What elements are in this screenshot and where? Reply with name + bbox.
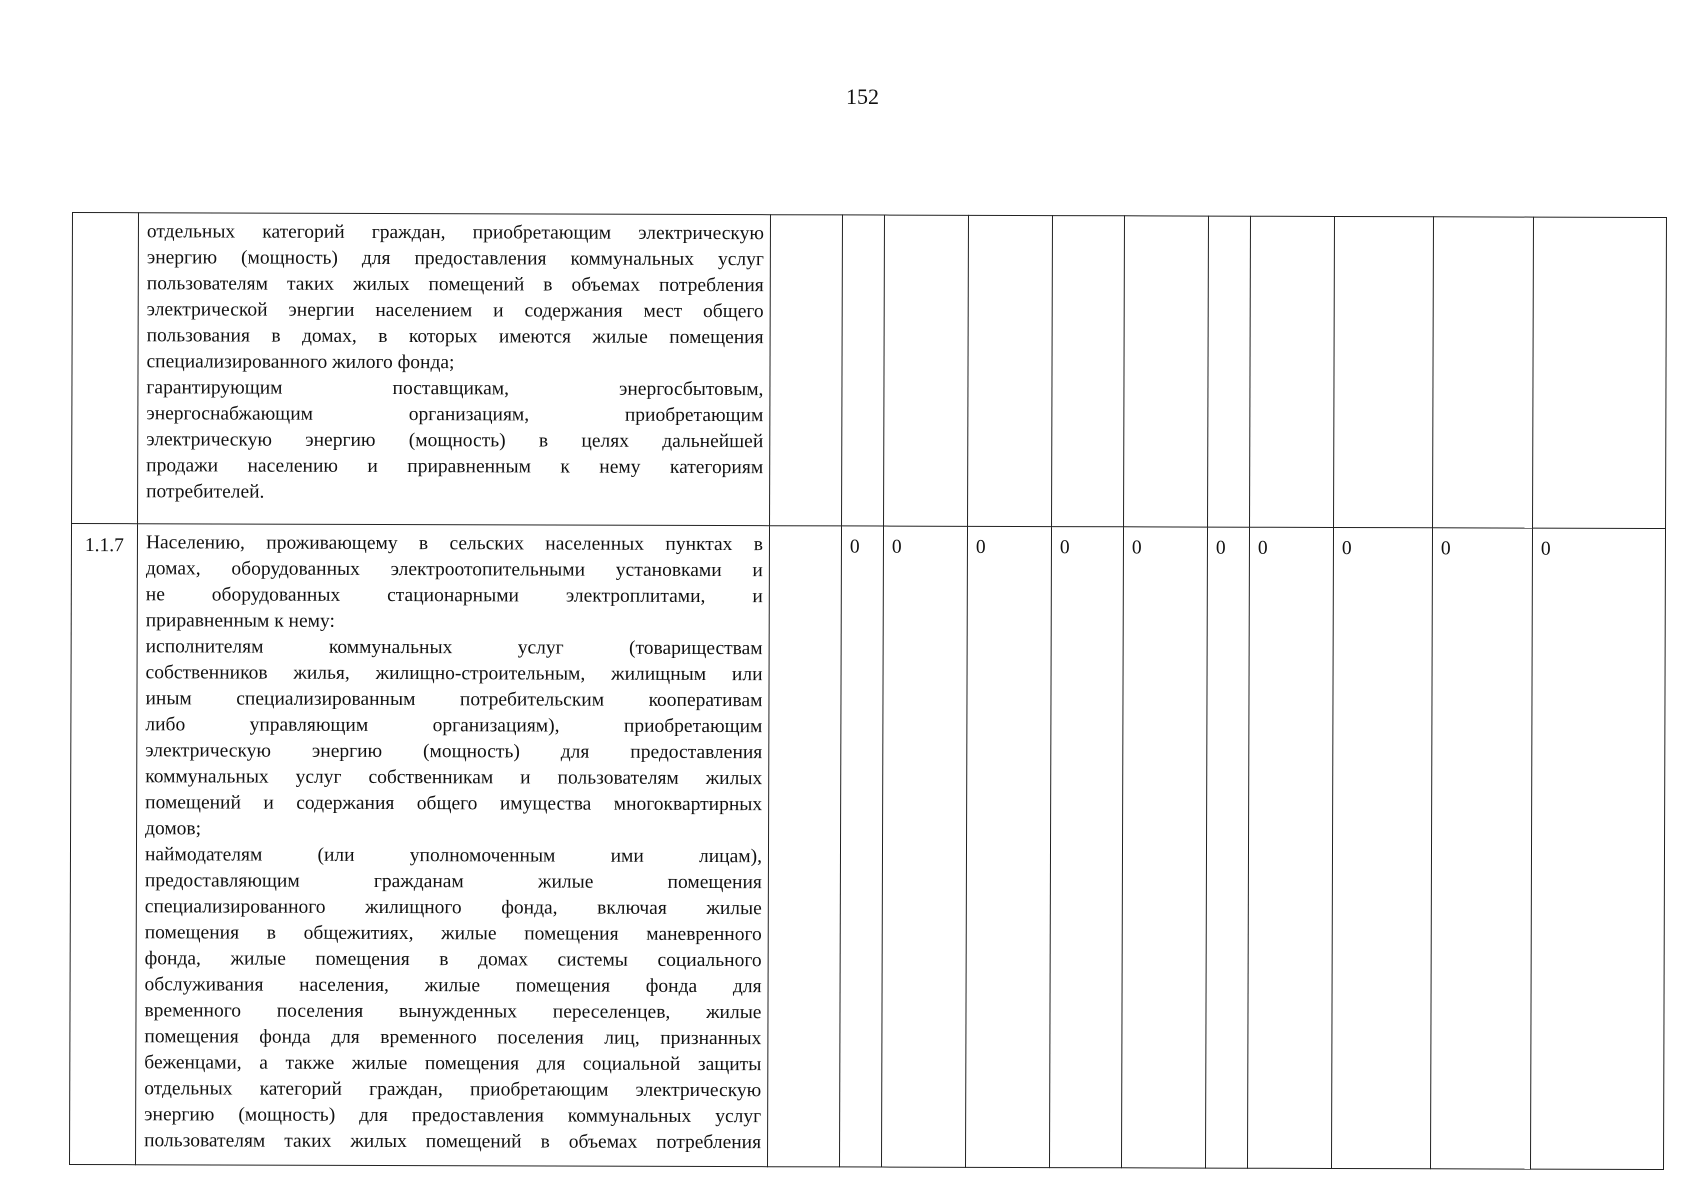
value-cell bbox=[842, 215, 885, 526]
description-line: обслуживания населения, жилые помещения фонда для bbox=[144, 974, 762, 998]
page-number: 152 bbox=[846, 84, 879, 109]
value-cell: 0 bbox=[1531, 528, 1666, 1169]
row-number-cell bbox=[72, 213, 139, 524]
description-line: электрическую энергию (мощность) для предоставления bbox=[145, 740, 763, 764]
description-line: иным специализированным потребительским кооперативам bbox=[145, 688, 763, 712]
value-cell: 0 bbox=[966, 526, 1052, 1167]
description-line: специализированного жилищного фонда, включая жилые bbox=[144, 896, 762, 920]
value-cell bbox=[884, 215, 969, 526]
description-line: пользования в домах, в которых имеются жилые помещения bbox=[146, 325, 764, 349]
value-cell bbox=[1250, 216, 1335, 527]
description-line: помещения фонда для временного поселения лиц, признанных bbox=[144, 1026, 762, 1050]
value-cell bbox=[770, 215, 843, 526]
description-cell bbox=[138, 213, 771, 526]
description-line: домов; bbox=[145, 818, 202, 840]
description-line: временного поселения вынужденных переселенцев, жилые bbox=[144, 1000, 762, 1024]
description-line: исполнителям коммунальных услуг (товариществам bbox=[145, 636, 763, 660]
description-line: электрическую энергию (мощность) в целях дальнейшей bbox=[146, 429, 764, 453]
row-number-cell: 1.1.7 bbox=[70, 524, 138, 1165]
description-cell bbox=[136, 524, 770, 1167]
description-line: собственников жилья, жилищно-строительным, жилищным или bbox=[145, 662, 763, 686]
value-cell bbox=[1124, 216, 1209, 527]
table-row bbox=[70, 524, 1666, 1170]
value-cell: 0 bbox=[1248, 527, 1334, 1168]
description-line: приравненным к нему: bbox=[145, 610, 335, 632]
description-line: фонда, жилые помещения в домах системы социального bbox=[144, 948, 762, 972]
description-line: домах, оборудованных электроотопительными установками и bbox=[145, 558, 763, 582]
value-cell: 0 bbox=[1332, 527, 1433, 1168]
value-cell bbox=[1052, 216, 1125, 527]
description-line: энергию (мощность) для предоставления коммунальных услуг bbox=[146, 247, 764, 271]
value-cell bbox=[1334, 216, 1434, 527]
value-cell: 0 bbox=[840, 526, 884, 1167]
description-line: пользователям таких жилых помещений в объемах потребления bbox=[144, 1130, 762, 1154]
value-cell: 0 bbox=[882, 526, 968, 1167]
description-line: специализированного жилого фонда; bbox=[146, 351, 455, 374]
description-line: отдельных категорий граждан, приобретающим электрическую bbox=[144, 1078, 762, 1102]
description-line: помещений и содержания общего имущества многоквартирных bbox=[145, 792, 763, 816]
value-cell: 0 bbox=[1050, 527, 1124, 1168]
description-line: коммунальных услуг собственникам и пользователям жилых bbox=[145, 766, 763, 790]
description-line: не оборудованных стационарными электроплитами, и bbox=[145, 584, 763, 608]
description-line: электрической энергии населением и содержания мест общего bbox=[146, 299, 764, 323]
description-line: либо управляющим организациям), приобретающим bbox=[145, 714, 763, 738]
value-cell bbox=[1208, 216, 1251, 527]
description-line: гарантирующим поставщикам, энергосбытовым, bbox=[146, 377, 764, 401]
value-cell: 0 bbox=[1431, 528, 1533, 1169]
description-line: Населению, проживающему в сельских населенных пунктах в bbox=[145, 532, 763, 556]
value-cell bbox=[768, 526, 842, 1167]
value-cell bbox=[1433, 217, 1534, 528]
value-cell bbox=[1533, 217, 1667, 528]
description-line: энергоснабжающим организациям, приобретающим bbox=[146, 403, 764, 427]
description-line: наймодателям (или уполномоченным ими лицам), bbox=[144, 844, 763, 868]
description-line: потребителей. bbox=[146, 481, 265, 503]
table-row bbox=[72, 213, 1667, 529]
description-line: предоставляющим гражданам жилые помещения bbox=[144, 870, 762, 894]
value-cell bbox=[968, 215, 1053, 526]
value-cell: 0 bbox=[1206, 527, 1250, 1168]
tariff-table bbox=[69, 212, 1667, 1170]
description-line: помещения в общежитиях, жилые помещения маневренного bbox=[144, 922, 762, 946]
description-line: беженцами, а также жилые помещения для социальной защиты bbox=[144, 1052, 762, 1076]
value-cell: 0 bbox=[1122, 527, 1208, 1168]
description-line: продажи населению и приравненным к нему категориям bbox=[146, 455, 764, 479]
description-line: энергию (мощность) для предоставления коммунальных услуг bbox=[144, 1104, 762, 1128]
table-body bbox=[70, 213, 1667, 1170]
description-line: пользователям таких жилых помещений в объемах потребления bbox=[146, 273, 764, 297]
description-line: отдельных категорий граждан, приобретающим электрическую bbox=[146, 221, 764, 245]
